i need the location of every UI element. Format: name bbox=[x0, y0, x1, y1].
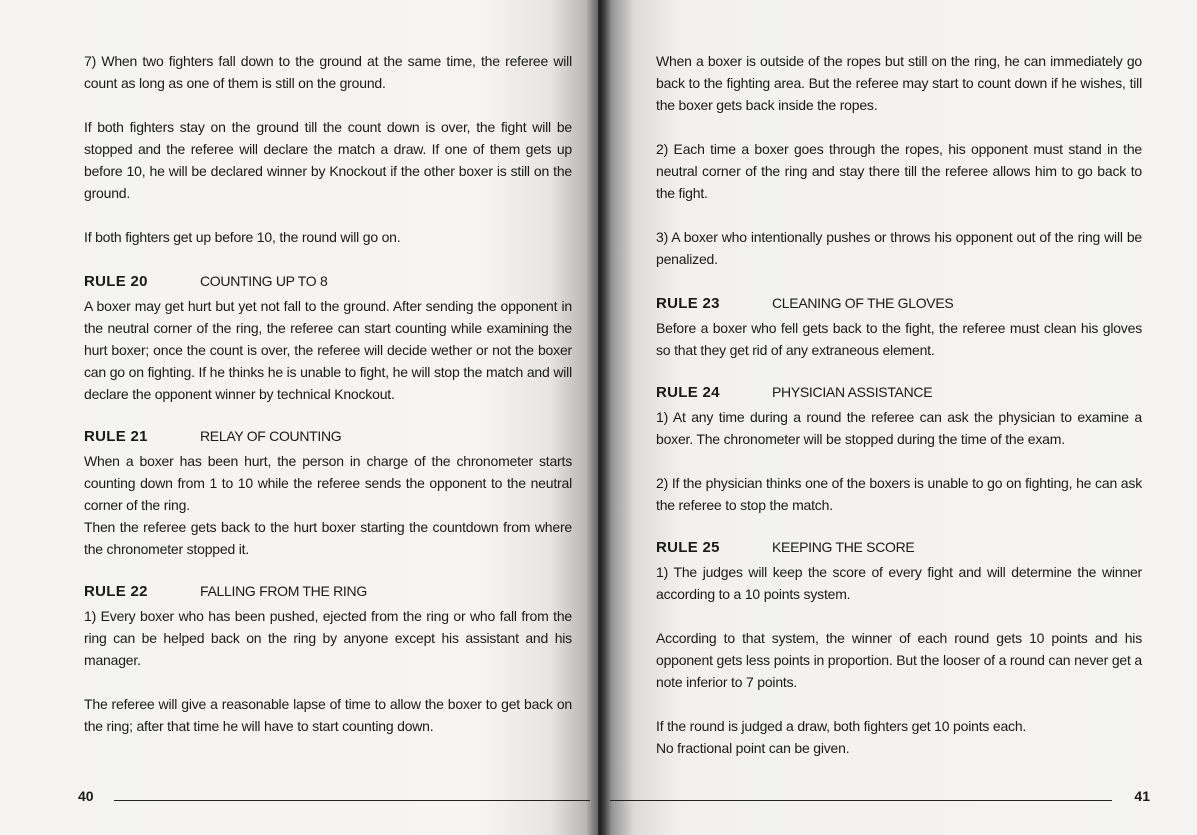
rule-text: 2) If the physician thinks one of the boxers is unable to go on fighting, he can ask the referee to stop the match. bbox=[656, 475, 1142, 513]
rule-text: 1) At any time during a round the referee can ask the physician to examine a boxer. The chronometer will be stopped during the time of the exam. bbox=[656, 409, 1142, 447]
footer-line bbox=[114, 800, 590, 801]
rule-title: PHYSICIAN ASSISTANCE bbox=[772, 384, 933, 400]
rule-text: A boxer may get hurt but yet not fall to the ground. After sending the opponent in the neutral corner of the ring, the referee can start counting while examining the hurt boxer; once the count is over, the referee will decide wether or not the boxer can go on fighting. If he thinks he is unable to fight, he will stop the match and will declare the opponent winner by technical Knockout. bbox=[84, 298, 572, 402]
rule-number: RULE 23 bbox=[656, 295, 720, 312]
paragraph: If both fighters stay on the ground till the count down is over, the fight will be stopped and the referee will declare the match a draw. If one of them gets up before 10, he will be declared winner by Knockout if the other boxer is still on the ground. bbox=[84, 119, 572, 201]
rule-21-section bbox=[84, 425, 572, 560]
page-footer bbox=[610, 788, 1150, 812]
rule-text: Before a boxer who fell gets back to the fight, the referee must clean his gloves so that they get rid of any extraneous element. bbox=[656, 320, 1142, 358]
rule-heading bbox=[656, 292, 1142, 315]
paragraph: 2) Each time a boxer goes through the ropes, his opponent must stand in the neutral corner of the ring and stay there till the referee allows him to go back to the fight. bbox=[656, 141, 1142, 201]
rule-title: KEEPING THE SCORE bbox=[772, 539, 915, 555]
rule-number: RULE 21 bbox=[84, 428, 148, 445]
rule-number: RULE 22 bbox=[84, 583, 148, 600]
page-footer bbox=[78, 788, 590, 812]
rule-20-section bbox=[84, 270, 572, 405]
rule-title: RELAY OF COUNTING bbox=[200, 428, 342, 444]
rule-heading bbox=[656, 536, 1142, 559]
rule-text: The referee will give a reasonable lapse of time to allow the boxer to get back on the ring; after that time he will have to start counting down. bbox=[84, 696, 572, 734]
rule-number: RULE 20 bbox=[84, 273, 148, 290]
book-spine bbox=[586, 0, 612, 835]
paragraph: 7) When two fighters fall down to the ground at the same time, the referee will count as long as one of them is still on the ground. bbox=[84, 53, 572, 91]
rule-text: If the round is judged a draw, both fighters get 10 points each. bbox=[656, 718, 1027, 734]
rule-text: 1) The judges will keep the score of every fight and will determine the winner according to a 10 points system. bbox=[656, 564, 1142, 602]
rule-text: When a boxer has been hurt, the person in charge of the chronometer starts counting down from 1 to 10 while the referee sends the opponent to the neutral corner of the ring. bbox=[84, 453, 572, 513]
rule-text: No fractional point can be given. bbox=[656, 740, 850, 756]
rule-heading bbox=[84, 580, 572, 603]
rule-title: FALLING FROM THE RING bbox=[200, 583, 367, 599]
right-page-content bbox=[656, 50, 1142, 779]
paragraph: 3) A boxer who intentionally pushes or throws his opponent out of the ring will be penalized. bbox=[656, 229, 1142, 267]
rule-24-section bbox=[656, 381, 1142, 516]
rule-text: 1) Every boxer who has been pushed, ejected from the ring or who fall from the ring can be helped back on the ring by anyone except his assistant and his manager. bbox=[84, 608, 572, 668]
left-page bbox=[0, 0, 598, 835]
rule-title: CLEANING OF THE GLOVES bbox=[772, 295, 954, 311]
rule-heading bbox=[84, 425, 572, 448]
footer-line bbox=[610, 800, 1112, 801]
rule-heading bbox=[84, 270, 572, 293]
rule-23-section bbox=[656, 292, 1142, 361]
rule-22-section bbox=[84, 580, 572, 737]
paragraph: When a boxer is outside of the ropes but still on the ring, he can immediately go back to the fighting area. But the referee may start to count down if he wishes, till the boxer gets back inside the ropes. bbox=[656, 53, 1142, 113]
rule-25-section bbox=[656, 536, 1142, 759]
page-number: 41 bbox=[1134, 788, 1150, 804]
left-page-content bbox=[84, 50, 572, 757]
rule-number: RULE 24 bbox=[656, 384, 720, 401]
rule-text: According to that system, the winner of each round gets 10 points and his opponent gets less points in proportion. But the looser of a round can never get a note inferior to 7 points. bbox=[656, 630, 1142, 690]
page-number: 40 bbox=[78, 788, 94, 804]
right-page bbox=[598, 0, 1197, 835]
rule-number: RULE 25 bbox=[656, 539, 720, 556]
rule-heading bbox=[656, 381, 1142, 404]
paragraph: If both fighters get up before 10, the round will go on. bbox=[84, 229, 401, 245]
rule-text: Then the referee gets back to the hurt boxer starting the countdown from where the chronometer stopped it. bbox=[84, 519, 572, 557]
rule-title: COUNTING UP TO 8 bbox=[200, 273, 328, 289]
